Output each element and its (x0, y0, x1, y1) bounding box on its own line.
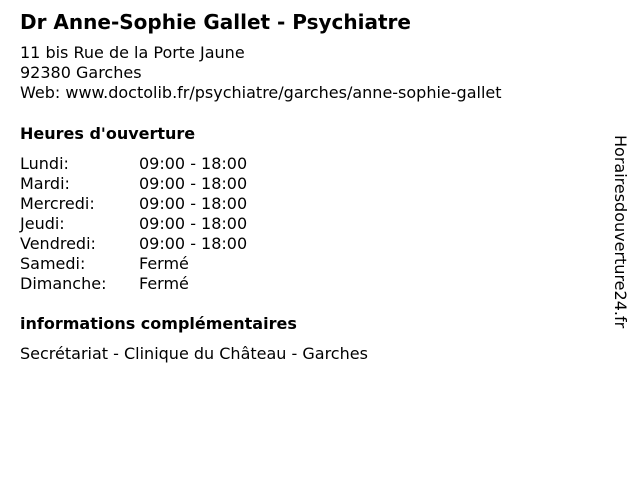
hours-day: Samedi: (20, 254, 86, 273)
hours-day: Dimanche: (20, 274, 107, 293)
hours-day: Mercredi: (20, 194, 95, 213)
hours-heading: Heures d'ouverture (20, 124, 196, 143)
address-web: Web: www.doctolib.fr/psychiatre/garches/anne-sophie-gallet (20, 83, 502, 102)
hours-time: 09:00 - 18:00 (139, 194, 248, 213)
address-street: 11 bis Rue de la Porte Jaune (20, 43, 245, 62)
hours-time: 09:00 - 18:00 (139, 234, 248, 253)
page-title: Dr Anne-Sophie Gallet - Psychiatre (20, 10, 411, 34)
hours-time: 09:00 - 18:00 (139, 214, 248, 233)
address-city: 92380 Garches (20, 63, 142, 82)
hours-time: Fermé (139, 254, 189, 273)
hours-day: Lundi: (20, 154, 69, 173)
info-heading: informations complémentaires (20, 314, 297, 333)
hours-time: 09:00 - 18:00 (139, 154, 248, 173)
hours-day: Jeudi: (20, 214, 65, 233)
info-text: Secrétariat - Clinique du Château - Garches (20, 344, 368, 363)
hours-day: Vendredi: (20, 234, 96, 253)
hours-day: Mardi: (20, 174, 70, 193)
address-block (20, 43, 502, 103)
site-watermark: Horairesdouverture24.fr (611, 135, 630, 329)
hours-time: Fermé (139, 274, 189, 293)
hours-time: 09:00 - 18:00 (139, 174, 248, 193)
